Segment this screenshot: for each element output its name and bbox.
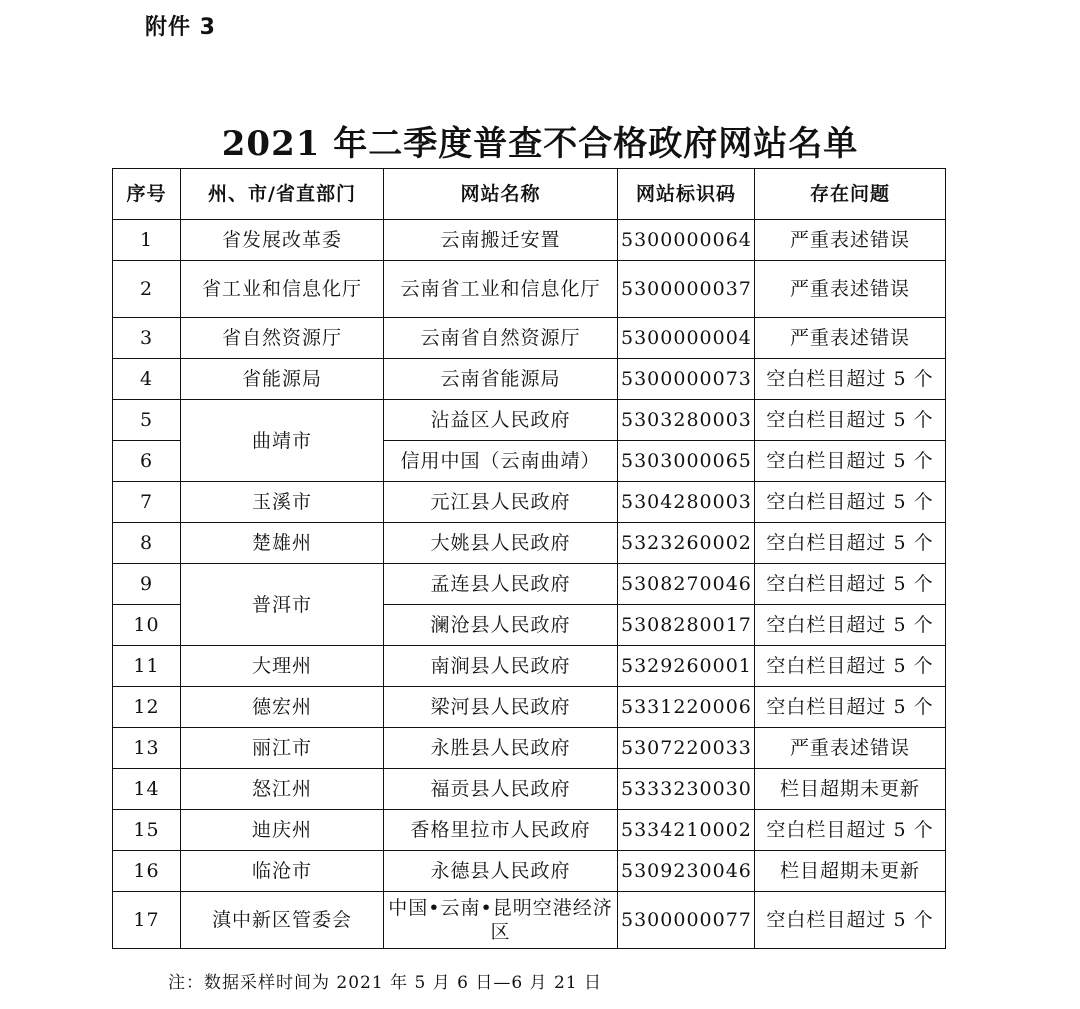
table-row [113,482,946,523]
cell-issue: 空白栏目超过 5 个 [755,523,946,564]
header-serial-number: 序号 [113,169,181,220]
cell-website-name: 永德县人民政府 [384,851,618,892]
cell-website-code: 5329260001 [618,646,755,687]
cell-website-code: 5300000004 [618,318,755,359]
cell-website-name: 福贡县人民政府 [384,769,618,810]
table-row [113,523,946,564]
table-row [113,810,946,851]
table-row [113,261,946,318]
cell-website-code: 5308270046 [618,564,755,605]
cell-serial-number: 3 [113,318,181,359]
cell-department: 省自然资源厅 [181,318,384,359]
cell-website-code: 5331220006 [618,687,755,728]
cell-website-name: 大姚县人民政府 [384,523,618,564]
cell-issue: 空白栏目超过 5 个 [755,441,946,482]
cell-serial-number: 13 [113,728,181,769]
cell-department: 德宏州 [181,687,384,728]
cell-website-code: 5300000064 [618,220,755,261]
cell-serial-number: 5 [113,400,181,441]
cell-issue: 严重表述错误 [755,261,946,318]
table-row [113,220,946,261]
cell-website-name: 南涧县人民政府 [384,646,618,687]
cell-serial-number: 16 [113,851,181,892]
cell-serial-number: 15 [113,810,181,851]
sampling-period-note: 注：数据采样时间为 2021 年 5 月 6 日—6 月 21 日 [168,973,602,993]
cell-department: 临沧市 [181,851,384,892]
cell-serial-number: 9 [113,564,181,605]
cell-issue: 空白栏目超过 5 个 [755,605,946,646]
cell-department: 怒江州 [181,769,384,810]
cell-website-name: 云南省能源局 [384,359,618,400]
cell-website-name: 孟连县人民政府 [384,564,618,605]
cell-department: 普洱市 [181,564,384,646]
header-website-code: 网站标识码 [618,169,755,220]
cell-website-code: 5307220033 [618,728,755,769]
cell-website-name: 云南搬迁安置 [384,220,618,261]
header-department: 州、市/省直部门 [181,169,384,220]
cell-department: 楚雄州 [181,523,384,564]
cell-website-code: 5323260002 [618,523,755,564]
table-header-row [113,169,946,220]
cell-website-name: 元江县人民政府 [384,482,618,523]
cell-department: 省发展改革委 [181,220,384,261]
cell-issue: 空白栏目超过 5 个 [755,482,946,523]
cell-serial-number: 11 [113,646,181,687]
cell-website-name: 梁河县人民政府 [384,687,618,728]
cell-website-code: 5300000077 [618,892,755,949]
noncompliant-websites-table [112,168,946,949]
header-website-name: 网站名称 [384,169,618,220]
cell-website-code: 5300000037 [618,261,755,318]
table-row [113,318,946,359]
cell-website-name: 澜沧县人民政府 [384,605,618,646]
attachment-label: 附件 3 [145,15,216,40]
cell-department: 滇中新区管委会 [181,892,384,949]
cell-serial-number: 12 [113,687,181,728]
cell-website-code: 5300000073 [618,359,755,400]
cell-issue: 空白栏目超过 5 个 [755,400,946,441]
cell-issue: 空白栏目超过 5 个 [755,892,946,949]
cell-issue: 严重表述错误 [755,318,946,359]
table-row [113,892,946,949]
cell-department: 曲靖市 [181,400,384,482]
cell-website-name: 云南省自然资源厅 [384,318,618,359]
cell-website-name: 永胜县人民政府 [384,728,618,769]
cell-issue: 栏目超期未更新 [755,851,946,892]
cell-department: 省能源局 [181,359,384,400]
cell-serial-number: 2 [113,261,181,318]
cell-serial-number: 7 [113,482,181,523]
cell-website-name: 信用中国（云南曲靖） [384,441,618,482]
cell-website-code: 5333230030 [618,769,755,810]
cell-department: 玉溪市 [181,482,384,523]
table-row [113,359,946,400]
table-row [113,728,946,769]
cell-website-code: 5308280017 [618,605,755,646]
cell-serial-number: 10 [113,605,181,646]
cell-department: 大理州 [181,646,384,687]
cell-website-name: 云南省工业和信息化厅 [384,261,618,318]
table-row [113,400,946,441]
cell-department: 省工业和信息化厅 [181,261,384,318]
cell-issue: 严重表述错误 [755,728,946,769]
cell-department: 迪庆州 [181,810,384,851]
cell-issue: 严重表述错误 [755,220,946,261]
cell-website-code: 5303280003 [618,400,755,441]
table-row [113,646,946,687]
cell-serial-number: 17 [113,892,181,949]
cell-website-code: 5303000065 [618,441,755,482]
cell-issue: 空白栏目超过 5 个 [755,359,946,400]
cell-serial-number: 6 [113,441,181,482]
cell-issue: 空白栏目超过 5 个 [755,810,946,851]
cell-website-code: 5304280003 [618,482,755,523]
table-row [113,769,946,810]
cell-department: 丽江市 [181,728,384,769]
cell-website-name: 沾益区人民政府 [384,400,618,441]
cell-website-code: 5309230046 [618,851,755,892]
table-row [113,851,946,892]
cell-issue: 空白栏目超过 5 个 [755,646,946,687]
cell-issue: 空白栏目超过 5 个 [755,687,946,728]
cell-issue: 空白栏目超过 5 个 [755,564,946,605]
cell-serial-number: 14 [113,769,181,810]
cell-website-name: 香格里拉市人民政府 [384,810,618,851]
document-title: 2021 年二季度普查不合格政府网站名单 [221,124,859,164]
cell-serial-number: 4 [113,359,181,400]
cell-website-name: 中国•云南•昆明空港经济区 [384,892,618,949]
cell-serial-number: 8 [113,523,181,564]
cell-website-code: 5334210002 [618,810,755,851]
cell-serial-number: 1 [113,220,181,261]
header-issue: 存在问题 [755,169,946,220]
cell-issue: 栏目超期未更新 [755,769,946,810]
table-row [113,687,946,728]
table-row [113,564,946,605]
